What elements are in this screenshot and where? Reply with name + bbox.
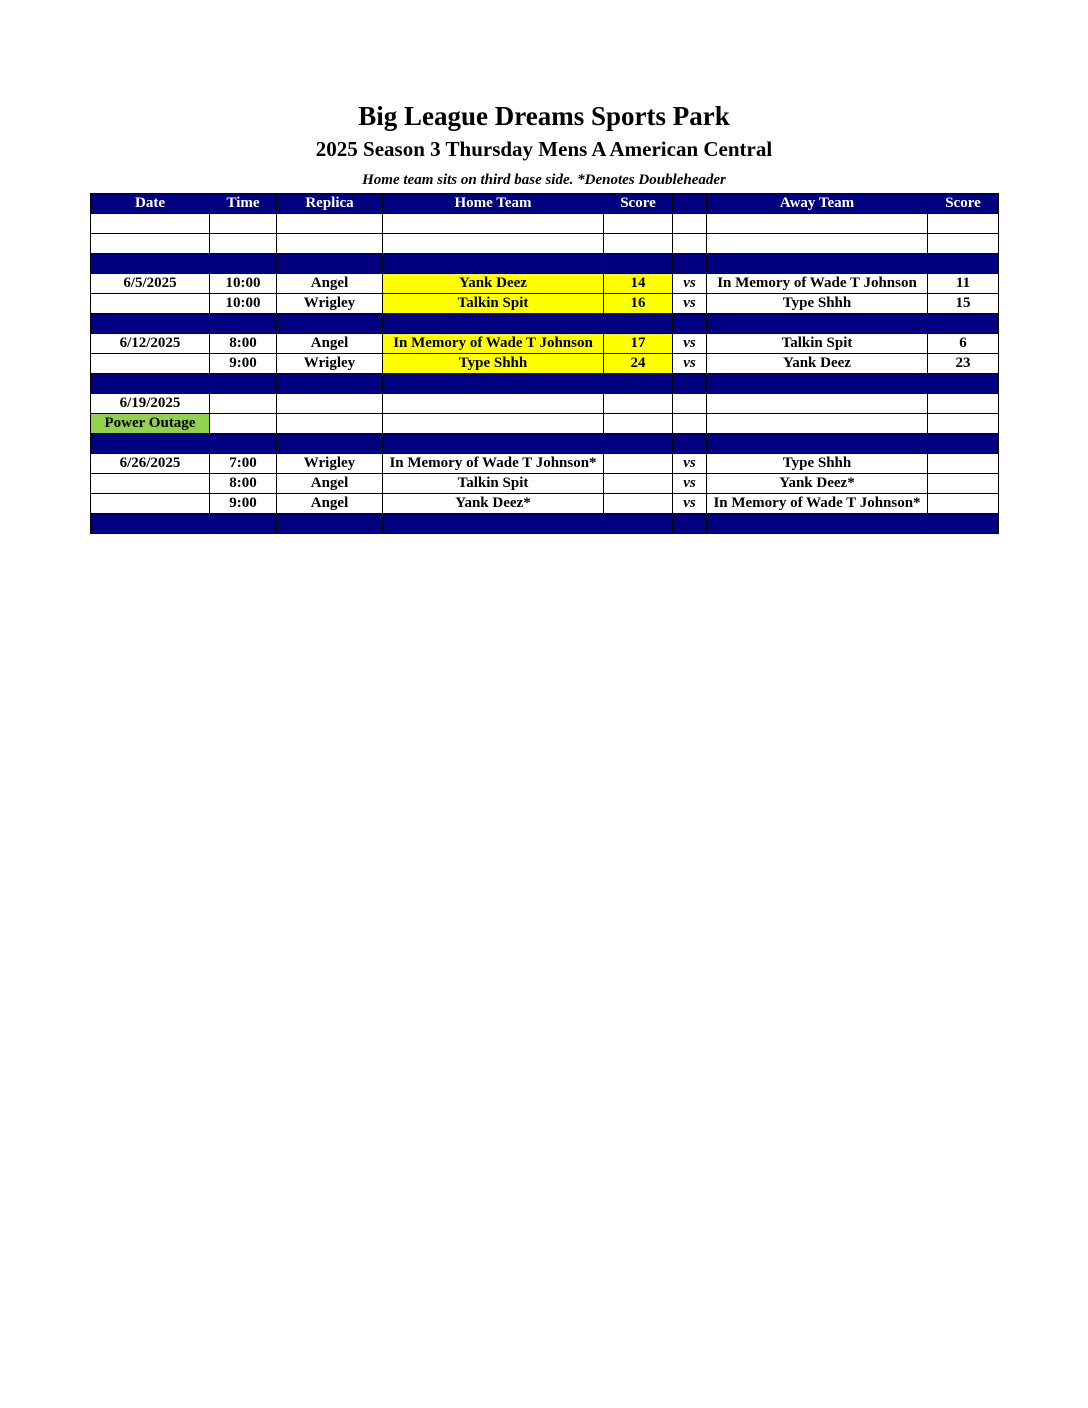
game-row xyxy=(91,414,999,434)
column-header-home-score: Score xyxy=(604,194,673,214)
game-time: 8:00 xyxy=(210,474,277,494)
away-team: Type Shhh xyxy=(707,294,928,314)
column-header-time: Time xyxy=(210,194,277,214)
home-team: In Memory of Wade T Johnson* xyxy=(383,454,604,474)
game-row xyxy=(91,294,999,314)
game-date xyxy=(91,294,210,314)
vs-label: vs xyxy=(673,294,707,314)
separator-row xyxy=(91,514,999,534)
game-row xyxy=(91,354,999,374)
game-replica: Wrigley xyxy=(277,454,383,474)
game-date xyxy=(91,354,210,374)
away-team: Type Shhh xyxy=(707,454,928,474)
game-date xyxy=(91,494,210,514)
column-header-home-team: Home Team xyxy=(383,194,604,214)
game-time: 9:00 xyxy=(210,494,277,514)
game-time: 10:00 xyxy=(210,294,277,314)
column-header-replica: Replica xyxy=(277,194,383,214)
game-row xyxy=(91,394,999,414)
vs-label: vs xyxy=(673,354,707,374)
page-title: Big League Dreams Sports Park xyxy=(358,101,730,131)
vs-label: vs xyxy=(673,474,707,494)
home-team: Talkin Spit xyxy=(383,474,604,494)
game-row xyxy=(91,334,999,354)
away-score xyxy=(928,474,999,494)
schedule-table xyxy=(90,193,999,534)
home-team: In Memory of Wade T Johnson xyxy=(383,334,604,354)
game-row xyxy=(91,474,999,494)
away-score: 15 xyxy=(928,294,999,314)
home-score: 14 xyxy=(604,274,673,294)
game-time: 10:00 xyxy=(210,274,277,294)
separator-row xyxy=(91,374,999,394)
game-time: 8:00 xyxy=(210,334,277,354)
home-team: Yank Deez xyxy=(383,274,604,294)
table-header-row xyxy=(91,194,999,214)
column-header-vs xyxy=(673,194,707,214)
game-date: 6/12/2025 xyxy=(91,334,210,354)
game-row xyxy=(91,274,999,294)
power-outage-note: Power Outage xyxy=(91,414,210,434)
game-time: 7:00 xyxy=(210,454,277,474)
empty-row xyxy=(91,214,999,234)
home-score xyxy=(604,494,673,514)
game-date: 6/26/2025 xyxy=(91,454,210,474)
home-team: Yank Deez* xyxy=(383,494,604,514)
game-row xyxy=(91,454,999,474)
home-score: 17 xyxy=(604,334,673,354)
game-date: 6/19/2025 xyxy=(91,394,210,414)
separator-row xyxy=(91,434,999,454)
column-header-date: Date xyxy=(91,194,210,214)
away-team: Yank Deez xyxy=(707,354,928,374)
away-score: 11 xyxy=(928,274,999,294)
schedule-note: Home team sits on third base side. *Denotes Doubleheader xyxy=(362,172,726,188)
game-replica: Wrigley xyxy=(277,294,383,314)
game-date: 6/5/2025 xyxy=(91,274,210,294)
vs-label: vs xyxy=(673,334,707,354)
away-score: 6 xyxy=(928,334,999,354)
column-header-away-score: Score xyxy=(928,194,999,214)
vs-label: vs xyxy=(673,454,707,474)
game-replica: Angel xyxy=(277,334,383,354)
away-score xyxy=(928,454,999,474)
separator-row xyxy=(91,254,999,274)
home-score: 16 xyxy=(604,294,673,314)
vs-label: vs xyxy=(673,274,707,294)
home-team: Type Shhh xyxy=(383,354,604,374)
away-team: Talkin Spit xyxy=(707,334,928,354)
game-replica: Wrigley xyxy=(277,354,383,374)
away-score xyxy=(928,494,999,514)
game-replica: Angel xyxy=(277,274,383,294)
home-score xyxy=(604,474,673,494)
away-team: In Memory of Wade T Johnson xyxy=(707,274,928,294)
game-time: 9:00 xyxy=(210,354,277,374)
vs-label: vs xyxy=(673,494,707,514)
game-row xyxy=(91,494,999,514)
empty-row xyxy=(91,234,999,254)
page-subtitle: 2025 Season 3 Thursday Mens A American Central xyxy=(315,137,773,161)
away-team: In Memory of Wade T Johnson* xyxy=(707,494,928,514)
game-replica: Angel xyxy=(277,474,383,494)
away-score: 23 xyxy=(928,354,999,374)
home-score xyxy=(604,454,673,474)
game-replica: Angel xyxy=(277,494,383,514)
home-score: 24 xyxy=(604,354,673,374)
away-team: Yank Deez* xyxy=(707,474,928,494)
game-date xyxy=(91,474,210,494)
home-team: Talkin Spit xyxy=(383,294,604,314)
separator-row xyxy=(91,314,999,334)
column-header-away-team: Away Team xyxy=(707,194,928,214)
